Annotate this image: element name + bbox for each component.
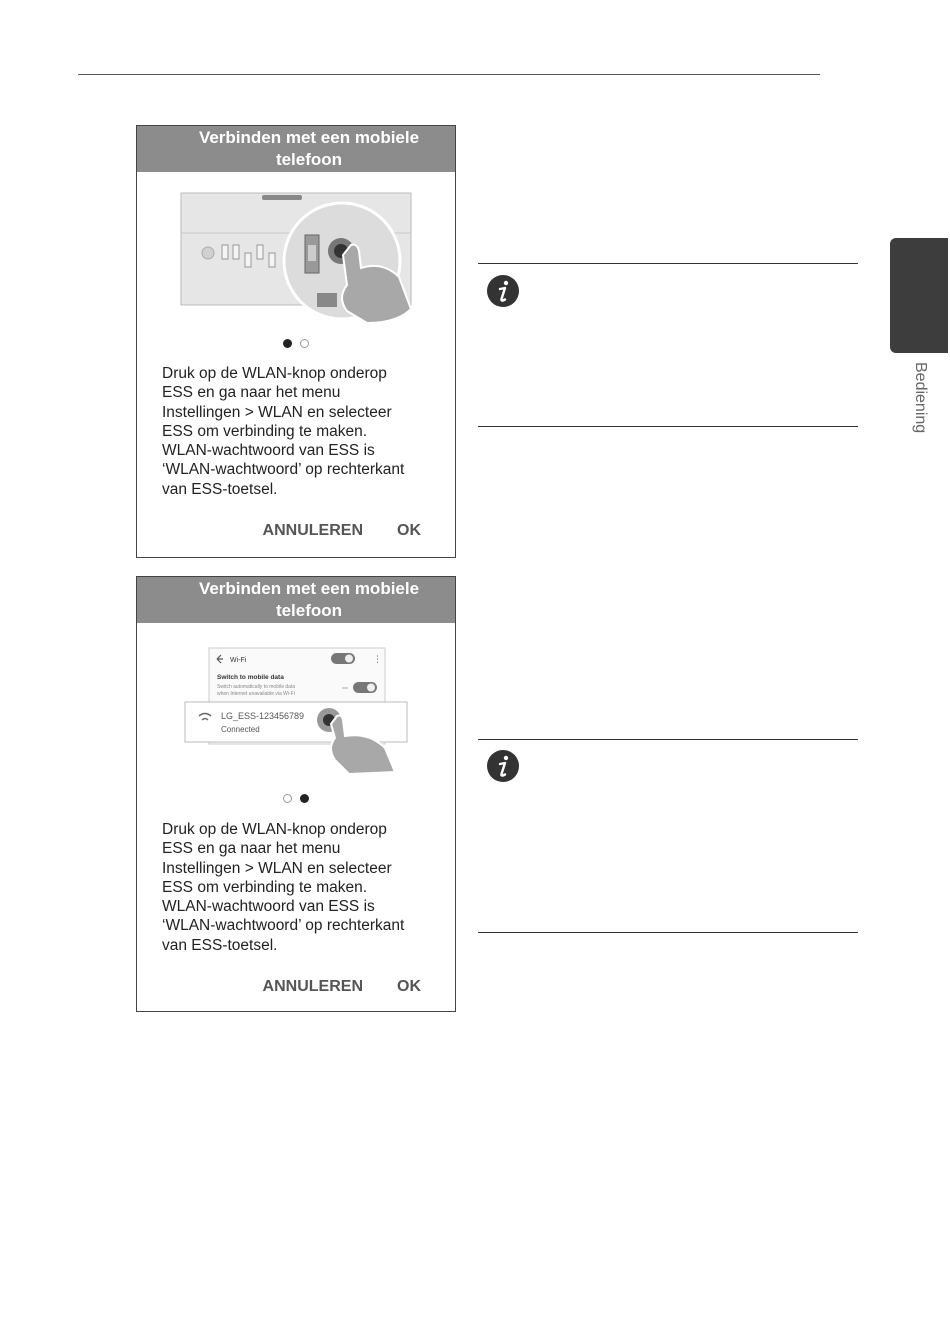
note-rule-bottom xyxy=(478,426,858,427)
network-name: LG_ESS-123456789 xyxy=(221,711,305,721)
page-dot[interactable] xyxy=(283,794,292,803)
info-note-icon xyxy=(486,749,520,783)
wifi-title: Wi-Fi xyxy=(230,657,247,664)
dialog-title: Verbinden met een mobiele telefoon xyxy=(137,126,455,172)
note-rule-top xyxy=(478,739,858,740)
svg-text:⋮: ⋮ xyxy=(373,654,382,664)
note-rule-bottom xyxy=(478,932,858,933)
speaker-wlan-button-illustration xyxy=(137,173,455,323)
dialog-actions xyxy=(229,522,421,540)
dialog-message: Druk op de WLAN-knop onderop ESS en ga naar het menu Instellingen > WLAN en selecteer ESS om verbinding te maken. WLAN-wachtwoord van ESS is ‘WLAN-wachtwoord’ op rechterkant van ESS-toetsel. xyxy=(162,365,405,498)
page-dot-active[interactable] xyxy=(300,794,309,803)
dialog-actions xyxy=(229,978,421,996)
wifi-settings-illustration xyxy=(137,624,455,774)
dialog-message: Druk op de WLAN-knop onderop ESS en ga naar het menu Instellingen > WLAN en selecteer ESS om verbinding te maken. WLAN-wachtwoord van ESS is ‘WLAN-wachtwoord’ op rechterkant van ESS-toetsel. xyxy=(162,821,405,954)
svg-text:Switch automatically to mobile: Switch automatically to mobile data xyxy=(217,684,296,690)
cancel-button[interactable]: ANNULEREN xyxy=(262,522,363,539)
header-rule xyxy=(78,74,820,75)
connect-dialog-step-2 xyxy=(136,576,456,1012)
dialog-title: Verbinden met een mobiele telefoon xyxy=(137,577,455,623)
chapter-label-text: Bediening xyxy=(912,362,929,434)
cancel-button[interactable]: ANNULEREN xyxy=(262,978,363,995)
note-rule-top xyxy=(478,263,858,264)
page-indicator xyxy=(137,790,455,802)
page-indicator xyxy=(137,335,455,347)
page-dot[interactable] xyxy=(300,339,309,348)
page-dot-active[interactable] xyxy=(283,339,292,348)
ok-button[interactable]: OK xyxy=(397,522,421,539)
info-note-icon xyxy=(486,274,520,308)
network-status: Connected xyxy=(221,725,260,734)
svg-text:when Internet unavailable via: when Internet unavailable via Wi-Fi xyxy=(217,691,295,697)
switch-mobile-data-heading: Switch to mobile data xyxy=(217,674,284,681)
chapter-tab xyxy=(890,238,948,353)
chapter-label xyxy=(907,362,931,442)
connect-dialog-step-1 xyxy=(136,125,456,558)
network-list-item[interactable] xyxy=(185,702,407,742)
ok-button[interactable]: OK xyxy=(397,978,421,995)
